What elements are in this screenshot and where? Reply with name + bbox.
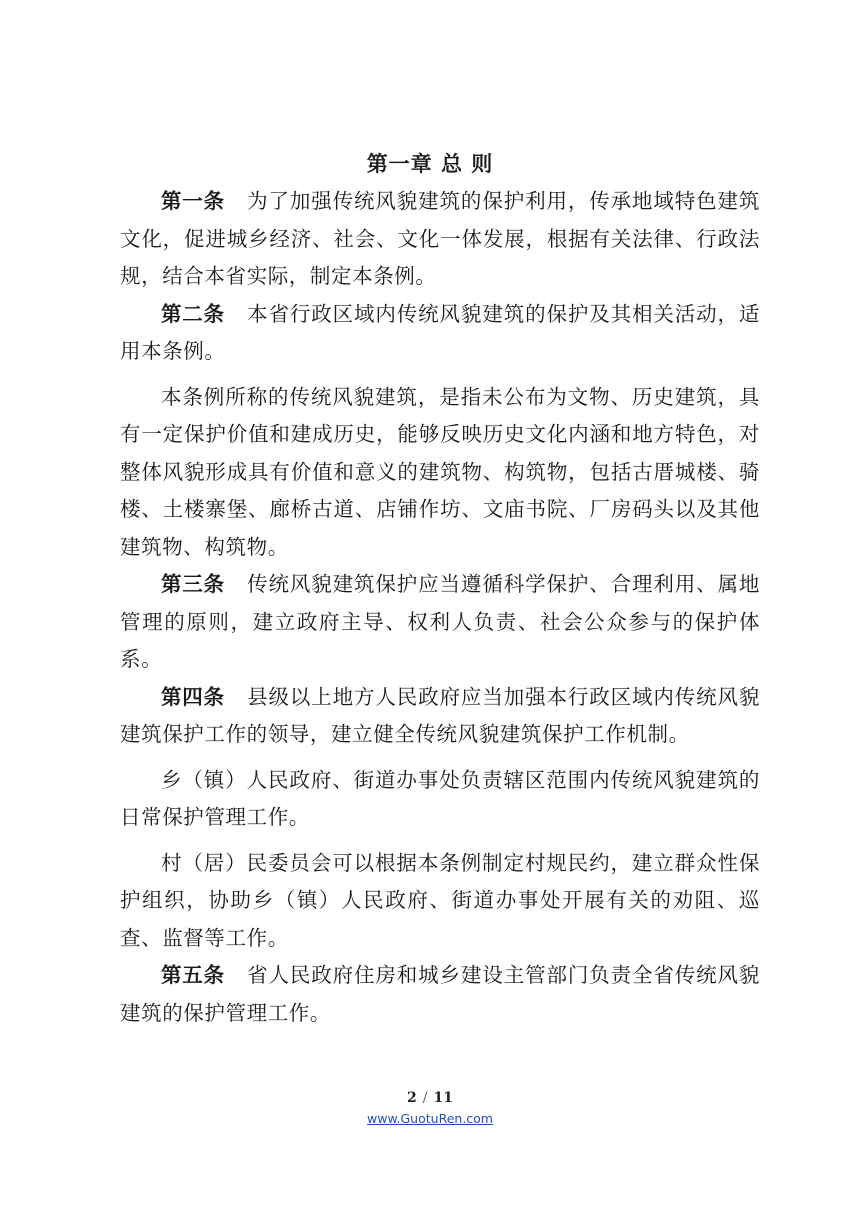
article-label: 第三条 — [161, 572, 225, 596]
article-text: 本省行政区域内传统风貌建筑的保护及其相关活动，适用本条例。 — [120, 301, 760, 363]
article-4-clause-3 — [120, 845, 760, 958]
article-text: 县级以上地方人民政府应当加强本行政区域内传统风貌建筑保护工作的领导，建立健全传统风貌建筑保护工作机制。 — [120, 684, 760, 746]
document-body — [120, 183, 760, 1032]
article-5 — [120, 957, 760, 1032]
clause-text: 村（居）民委员会可以根据本条例制定村规民约，建立群众性保护组织，协助乡（镇）人民政府、街道办事处开展有关的劝阻、巡查、监督等工作。 — [120, 850, 760, 950]
article-4-clause-2 — [120, 762, 760, 837]
article-label: 第四条 — [161, 684, 225, 709]
page-footer — [0, 1088, 860, 1127]
current-page: 2 — [407, 1090, 417, 1106]
total-pages: 11 — [433, 1090, 453, 1106]
chapter-title: 第一章 总 则 — [366, 152, 494, 176]
website-link[interactable]: www.GuotuRen.com — [367, 1111, 493, 1126]
article-4 — [120, 679, 760, 754]
article-label: 第五条 — [161, 963, 225, 987]
article-3 — [120, 566, 760, 679]
article-2 — [120, 296, 760, 371]
article-label: 第一条 — [161, 189, 225, 213]
clause-text: 乡（镇）人民政府、街道办事处负责辖区范围内传统风貌建筑的日常保护管理工作。 — [120, 767, 760, 829]
page-number — [0, 1088, 860, 1108]
article-2-clause-2 — [120, 379, 760, 567]
page-separator: / — [422, 1090, 428, 1106]
article-text: 省人民政府住房和城乡建设主管部门负责全省传统风貌建筑的保护管理工作。 — [120, 963, 760, 1025]
article-1 — [120, 183, 760, 296]
article-label: 第二条 — [161, 301, 225, 326]
article-text: 为了加强传统风貌建筑的保护利用，传承地域特色建筑文化，促进城乡经济、社会、文化一体发展，根据有关法律、行政法规，结合本省实际，制定本条例。 — [120, 189, 760, 288]
clause-text: 本条例所称的传统风貌建筑，是指未公布为文物、历史建筑，具有一定保护价值和建成历史，能够反映历史文化内涵和地方特色，对整体风貌形成具有价值和意义的建筑物、构筑物，包括古厝城楼、骑楼、土楼寨堡、廊桥古道、店铺作坊、文庙书院、厂房码头以及其他建筑物、构筑物。 — [120, 384, 760, 559]
article-text: 传统风貌建筑保护应当遵循科学保护、合理利用、属地管理的原则，建立政府主导、权利人负责、社会公众参与的保护体系。 — [120, 572, 760, 671]
